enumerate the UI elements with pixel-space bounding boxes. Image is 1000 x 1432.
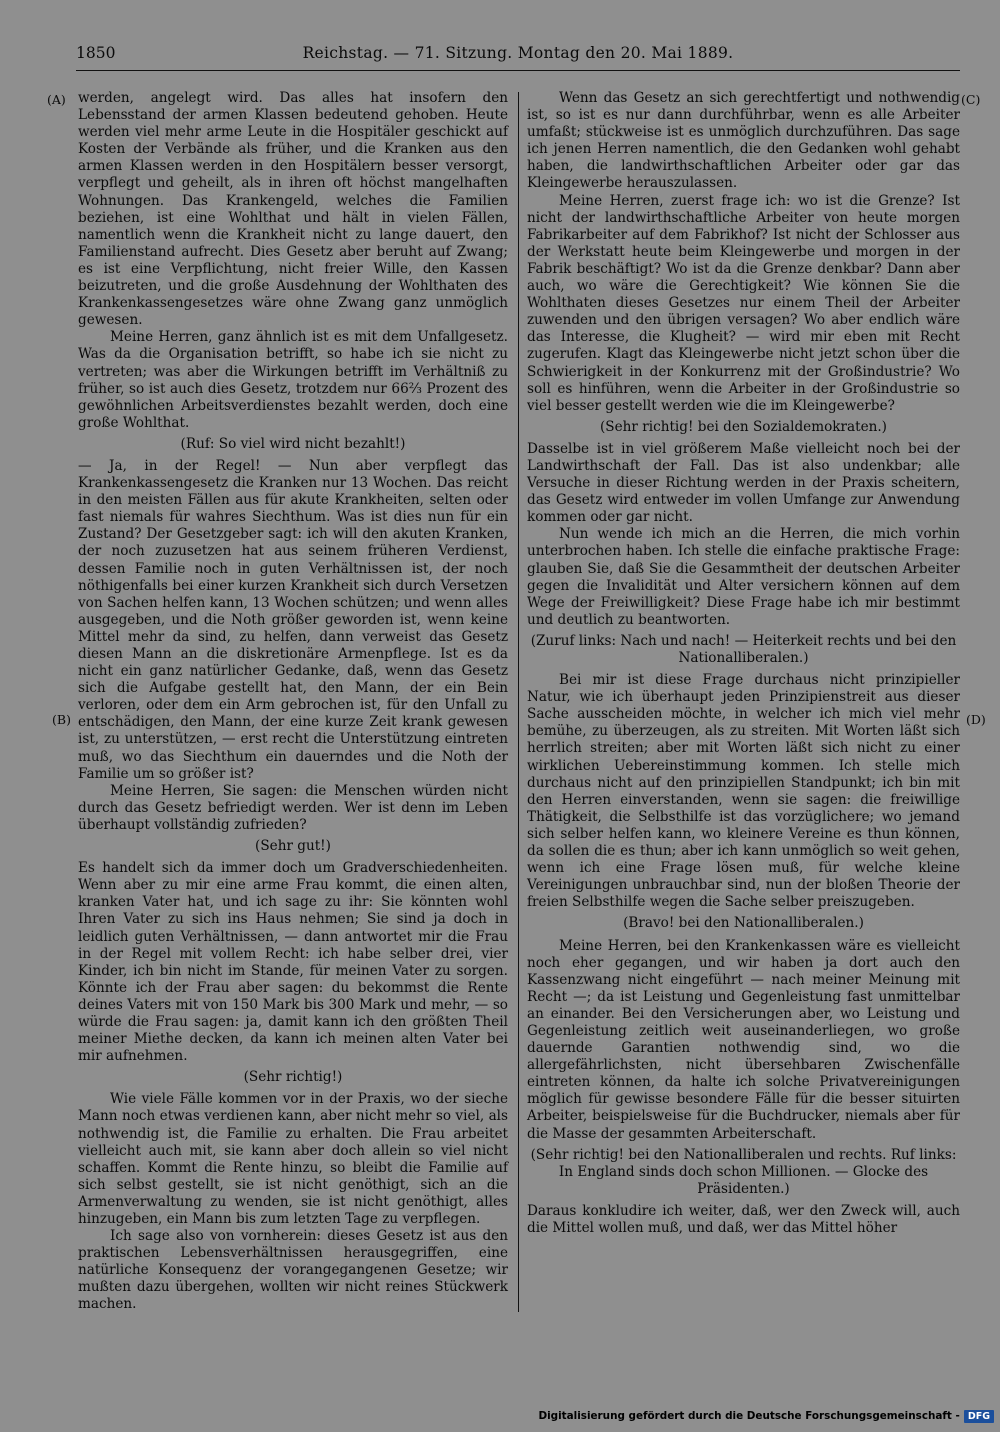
credit-text: Digitalisierung gefördert durch die Deutsche Forschungsgemeinschaft - (538, 1410, 960, 1422)
header-rule (76, 70, 960, 71)
digitization-credit (538, 1408, 994, 1424)
paragraph: Nun wende ich mich an die Herren, die mich vorhin unterbrochen haben. Ich stelle die einfache praktische Frage: glauben Sie, daß Sie die Gesammtheit der deutschen Arbeiter gegen die Invalidität und Alter versichern können auf dem Wege der Freiwilligkeit? Diese Frage habe ich mir bestimmt und deutlich zu beantworten. (527, 526, 960, 628)
margin-marker-c: (C) (961, 92, 981, 107)
interjection: (Zuruf links: Nach und nach! — Heiterkeit rechts und bei den Nationalliberalen.) (530, 632, 957, 666)
page-header (72, 44, 964, 68)
paragraph: Meine Herren, ganz ähnlich ist es mit dem Unfallgesetz. Was da die Organisation betrifft, so habe ich sie nicht zu vertreten; was aber die Wirkungen betrifft im Verhältniß zu früher, so ist auch dies Gesetz, trotzdem nur 66⅔ Prozent des gewöhnlichen Arbeitsverdienstes bezahlt werden, doch eine große Wohlthat. (78, 329, 508, 431)
paragraph: Ich sage also von vornherein: dieses Gesetz ist aus den praktischen Lebensverhältnissen herausgegriffen, eine natürliche Konsequenz der vorangegangenen Gesetze; wir mußten dazu übergehen, wollten wir nicht reines Stückwerk machen. (78, 1228, 508, 1313)
paragraph: Meine Herren, Sie sagen: die Menschen würden nicht durch das Gesetz befriedigt werden. Wer ist denn im Leben überhaupt vollständig zufrieden? (78, 782, 508, 833)
dfg-logo: DFG (964, 1410, 994, 1423)
paragraph: Bei mir ist diese Frage durchaus nicht prinzipieller Natur, wie ich überhaupt jeden Prinzipienstreit aus dieser Sache ausscheiden möchte, in welcher ich mich viel mehr bemühe, zu überzeugen, als zu streiten. Mit Worten läßt sich herrlich streiten; aber mit Worten läßt sich nicht zu einer wirklichen Uebereinstimmung kommen. Ich stelle mich durchaus nicht auf den prinzipiellen Standpunkt; ich bin mit den Herren einverstanden, wenn sie sagen: die freiwillige Thätigkeit, die Selbsthilfe ist das vorzüglichere; wo jemand sich selber helfen kann, wo kleinere Vereine es thun können, da sollen die es thun; aber ich kann unmöglich so weit gehen, wenn ich eine Frage lösen muß, für welche kleine Vereinigungen unbrauchbar sind, nun der bloßen Theorie der freien Selbsthilfe wegen die Sache selber preiszugeben. (527, 672, 960, 911)
paragraph: Meine Herren, bei den Krankenkassen wäre es vielleicht noch eher gegangen, und wir haben ja dort auch den Kassenzwang nicht eingeführt — nach meiner Meinung mit Recht —; da ist Leistung und Gegenleistung fast unmittelbar an einander. Bei den Versicherungen aber, wo Leistung und Gegenleistung zeitlich weit auseinanderliegen, wo große dauernde Garantien nothwendig sind, wo die allergefährlichsten, nicht übersehbaren Zwischenfälle eintreten können, da halte ich solche Privatvereinigungen möglich für gewisse besondere Fälle für die besser situirten Arbeiter, beispielsweise für die Buchdrucker, niemals aber für die Masse der gesammten Arbeiterschaft. (527, 937, 960, 1142)
column-divider (518, 92, 519, 1312)
page-number: 1850 (76, 44, 116, 62)
paragraph: Wenn das Gesetz an sich gerechtfertigt und nothwendig ist, so ist es nur dann durchführbar, wenn es alle Arbeiter umfaßt; stückweise ist es unmöglich durchzuführen. Das sage ich jenen Herren namentlich, die den Gedanken wohl gehabt haben, die landwirthschaftlichen Arbeiter oder gar das Kleingewerbe herauszulassen. (527, 90, 960, 192)
running-title: Reichstag. — 71. Sitzung. Montag den 20. Mai 1889. (302, 44, 734, 62)
paragraph: — Ja, in der Regel! — Nun aber verpflegt das Krankenkassengesetz die Kranken nur 13 Wochen. Das reicht in den meisten Fällen aus für akute Krankheiten, selten oder fast niemals für wahres Siechthum. Was ist dies nun für ein Zustand? Der Gesetzgeber sagt: ich will den akuten Kranken, der noch zuzusetzen hat aus seinem früheren Verdienst, dessen Familie noch in guten Verhältnissen ist, der noch nöthigenfalls bei einer kurzen Krankheit sich durch Versetzen von Sachen helfen kann, 13 Wochen schützen; und wenn alles ausgegeben, und die Noth größer geworden ist, wenn keine Mittel mehr da sind, zu helfen, dann verweist das Gesetz diesen Mann an die diskretionäre Armenpflege. Ist es da nicht ein ganz natürlicher Gedanke, daß, wenn das Gesetz sich die Aufgabe gestellt hat, den Mann, der ein Bein verloren, oder dem ein Arm gebrochen ist, für den Unfall zu entschädigen, den Mann, der eine kurze Zeit krank gewesen ist, zu unterstützen, — erst recht die Unterstützung eintreten muß, wo das Siechthum ein dauerndes und die Noth der Familie um so größer ist? (78, 457, 508, 782)
margin-marker-b: (B) (52, 712, 71, 727)
interjection: (Ruf: So viel wird nicht bezahlt!) (180, 435, 406, 452)
paragraph: Dasselbe ist in viel größerem Maße vielleicht noch bei der Landwirthschaft der Fall. Das ist also undenkbar; alle Versuche in dieser Richtung werden in der Praxis scheitern, das Gesetz wird entweder im vollen Umfange zur Anwendung kommen oder gar nicht. (527, 440, 960, 526)
paragraph: werden, angelegt wird. Das alles hat insofern den Lebensstand der armen Klassen bedeutend gehoben. Heute werden viel mehr arme Leute in die Hospitäler geschickt auf Kosten der Verbände als früher, und die Kranken aus den armen Klassen werden in den Hospitälern besser versorgt, verpflegt und geheilt, als in ihren oft höchst mangelhaften Wohnungen. Das Krankengeld, welches die Familien beziehen, ist eine Wohlthat und hält in vielen Fällen, namentlich wenn die Krankheit nicht zu lange dauert, den Familienstand aufrecht. Dies Gesetz aber beruht auf Zwang; es ist eine Verpflichtung, nicht freier Wille, den Kassen beizutreten, und die große Ausdehnung der Wohlthaten des Krankenkassengesetzes wäre ohne Zwang ganz unmöglich gewesen. (78, 90, 508, 329)
interjection: (Sehr richtig!) (243, 1069, 343, 1086)
paragraph: Wie viele Fälle kommen vor in der Praxis, wo der sieche Mann noch etwas verdienen kann, aber nicht mehr so viel, als nothwendig ist, die Familie zu erhalten. Die Frau arbeitet vielleicht auch mit, sie kann aber doch allein so viel nicht schaffen. Kommt die Rente hinzu, so bleibt die Familie auf sich selbst gestellt, sie ist nicht genöthigt, sich an die Armenverwaltung zu wenden, sie ist nicht genöthigt, alles hinzugeben, ein Mann bis zum letzten Tage zu verpflegen. (78, 1091, 508, 1227)
left-column (78, 90, 508, 1314)
interjection: (Sehr gut!) (255, 838, 331, 855)
interjection: (Bravo! bei den Nationalliberalen.) (623, 915, 864, 932)
interjection: (Sehr richtig! bei den Sozialdemokraten.) (600, 418, 887, 435)
margin-marker-a: (A) (47, 92, 66, 107)
paragraph: Meine Herren, zuerst frage ich: wo ist die Grenze? Ist nicht der landwirthschaftliche Arbeiter von heute morgen Fabrikarbeiter auf dem Fabrikhof? Ist nicht der Schlosser aus der Werkstatt heute beim Kleingewerbe und morgen in der Fabrik beschäftigt? Wo ist da die Grenze denkbar? Dann aber auch, wo wäre die Gerechtigkeit? Wie können Sie die Wohlthaten dieses Gesetzes nur einem Theil der Arbeiter zuwenden und den übrigen versagen? Wo aber endlich wäre das Interesse, die Klugheit? — wird mir eben mit Recht zugerufen. Klagt das Kleingewerbe nicht jetzt schon über die Schwierigkeit in der Konkurrenz mit der Großindustrie? Wo soll es hinführen, wenn die Arbeiter in der Großindustrie so viel besser gestellt werden wie die im Kleingewerbe? (527, 192, 960, 414)
margin-marker-d: (D) (966, 712, 986, 727)
paragraph: Daraus konkludire ich weiter, daß, wer den Zweck will, auch die Mittel wollen muß, und daß, wer das Mittel höher (527, 1202, 960, 1236)
interjection: (Sehr richtig! bei den Nationalliberalen und rechts. Ruf links: In England sinds doch schon Millionen. — Glocke des Präsidenten.) (530, 1146, 957, 1197)
paragraph: Es handelt sich da immer doch um Gradverschiedenheiten. Wenn aber zu mir eine arme Frau kommt, die einen alten, kranken Vater hat, und ich sage zu ihr: Sie könnten wohl Ihren Vater zu sich ins Haus nehmen; Sie sind ja doch in leidlich guten Verhältnissen, — dann antwortet mir die Frau in der Regel mit vollem Recht: ich habe selber drei, vier Kinder, ich bin nicht im Stande, für meinen Vater zu sorgen. Könnte ich der Frau aber sagen: du bekommst die Rente deines Vaters mit von 150 Mark bis 300 Mark und mehr, — so würde die Frau sagen: ja, damit kann ich den größten Theil meiner Miethe decken, da kann ich meinen alten Vater bei mir aufnehmen. (78, 860, 508, 1065)
right-column (527, 90, 960, 1237)
